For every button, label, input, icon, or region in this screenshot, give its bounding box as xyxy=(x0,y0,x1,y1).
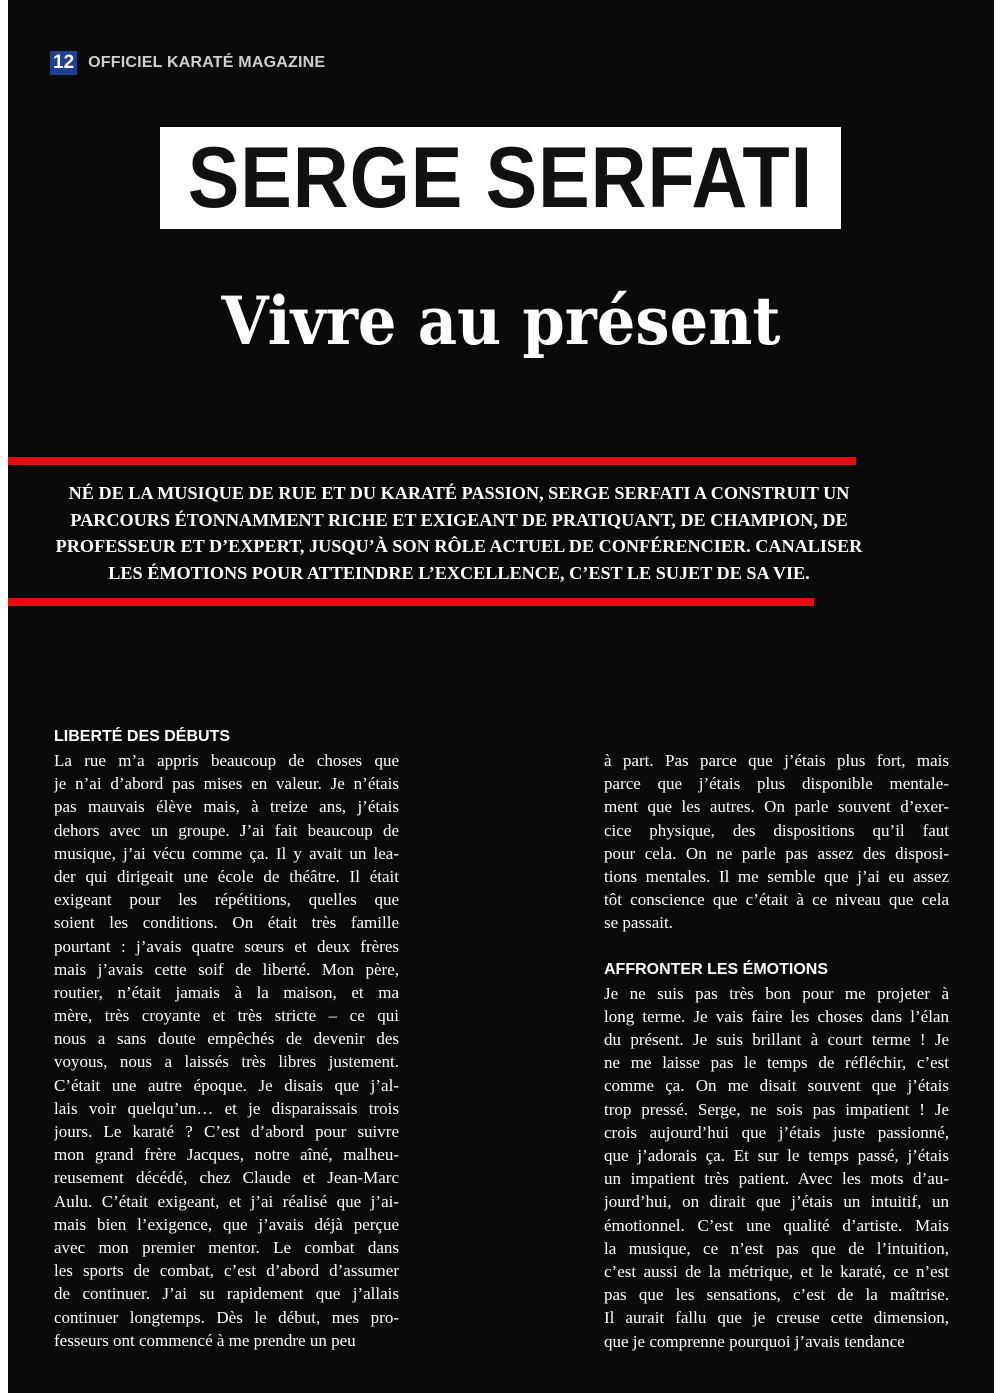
intro-paragraph xyxy=(50,480,868,586)
text-line: les sports de combat, c’est d’abord d’assumer xyxy=(54,1261,399,1281)
text-line: Je ne suis pas très bon pour me projeter à xyxy=(604,983,949,1003)
text-line: nous a sans doute empêchés de devenir des xyxy=(54,1029,399,1049)
text-line: c’est aussi de la métrique, et le karaté, ce n’est xyxy=(604,1261,949,1281)
article-subtitle: Vivre au présent xyxy=(221,282,781,360)
text-line: fesseurs ont commencé à me prendre un peu xyxy=(54,1330,356,1350)
text-line: exigeant pour les répétitions, quelles que xyxy=(54,890,399,910)
text-line: mais j’avais cette soif de liberté. Mon père, xyxy=(54,959,399,979)
text-line: que j’adorais ça. Et sur le temps passé, j’étais xyxy=(604,1146,949,1165)
text-line: C’était une autre époque. Je disais que j’al- xyxy=(54,1075,399,1095)
text-line: jours. Le karaté ? C’est d’abord pour suivre xyxy=(54,1122,399,1141)
text-line: jourd’hui, on dirait que j’étais un intuitif, un xyxy=(604,1192,949,1212)
intro-line: PARCOURS ÉTONNAMMENT RICHE ET EXIGEANT DE PRATIQUANT, DE CHAMPION, DE xyxy=(70,509,848,530)
text-line: routier, n’était jamais à la maison, et ma xyxy=(54,982,399,1002)
text-line: dehors avec un groupe. J’ai fait beaucoup de xyxy=(54,820,399,840)
page-number: 12 xyxy=(50,51,77,75)
intro-line: NÉ DE LA MUSIQUE DE RUE ET DU KARATÉ PASSION, SERGE SERFATI A CONSTRUIT UN xyxy=(68,483,850,503)
left-column xyxy=(54,725,399,1352)
text-line: pourtant : j’avais quatre sœurs et deux frères xyxy=(54,936,399,956)
text-line: continuer longtemps. Dès le début, mes pro- xyxy=(54,1307,399,1327)
title-box xyxy=(160,127,841,229)
text-line: du présent. Je suis brillant à court terme ! Je xyxy=(604,1030,949,1050)
text-line: soient les conditions. On était très famille xyxy=(54,913,399,933)
magazine-page xyxy=(8,0,994,1393)
text-line: musique, j’ai vécu comme ça. Il y avait un lea- xyxy=(54,843,399,863)
text-line: la musique, ce n’est pas que de l’intuition, xyxy=(604,1238,949,1258)
text-line: ment que les autres. On parle souvent d’exer- xyxy=(604,797,949,817)
page-header xyxy=(50,50,325,76)
text-line: Aulu. C’était exigeant, et j’ai réalisé que j’ai- xyxy=(54,1191,399,1211)
text-line: mon grand frère Jacques, notre aîné, malheu- xyxy=(54,1145,399,1165)
text-line: que je comprenne pourquoi j’avais tendance xyxy=(604,1331,905,1351)
text-line: ne me laisse pas le temps de réfléchir, c’est xyxy=(604,1053,949,1073)
text-line: parce que j’étais plus disponible mentale- xyxy=(604,774,949,794)
magazine-title: OFFICIEL KARATÉ MAGAZINE xyxy=(88,54,326,71)
top-divider xyxy=(8,457,856,465)
text-line: de continuer. J’ai su rapidement que j’allais xyxy=(54,1284,399,1304)
text-line: cice physique, des dispositions qu’il faut xyxy=(604,820,949,840)
text-line: lais voir quelqu’un… et je disparaissais trois xyxy=(54,1098,399,1118)
bottom-divider xyxy=(8,598,814,606)
text-line: émotionnel. C’est une qualité d’artiste. Mais xyxy=(604,1215,949,1235)
right-column xyxy=(604,749,949,1353)
text-line: avec mon premier mentor. Le combat dans xyxy=(54,1237,399,1257)
text-line: pas mauvais élève mais, à treize ans, j’étais xyxy=(54,797,399,817)
text-line: un impatient très patient. Avec les mots d’au- xyxy=(604,1169,949,1189)
text-line: pas que les sensations, c’est de la maîtrise. xyxy=(604,1285,949,1305)
section-heading: LIBERTÉ DES DÉBUTS xyxy=(54,728,231,745)
text-line: comme ça. On me disait souvent que j’étais xyxy=(604,1076,949,1096)
text-line: tions mentales. Il me semble que j’ai eu assez xyxy=(604,866,949,886)
text-line: reusement décédé, chez Claude et Jean-Marc xyxy=(54,1168,399,1188)
text-line: je n’ai d’abord pas mises en valeur. Je n’étais xyxy=(54,774,399,794)
text-line: mère, très croyante et très stricte – ce qui xyxy=(54,1006,399,1026)
text-line: voyous, nous a laissés très libres justement. xyxy=(54,1052,399,1072)
text-line: pour cela. On ne parle pas assez des disposi- xyxy=(604,843,949,863)
text-line: se passait. xyxy=(604,913,673,933)
text-line: crois aujourd’hui que j’étais juste passionné, xyxy=(604,1122,949,1142)
paragraph-gap xyxy=(604,935,949,958)
text-line: Il aurait fallu que je creuse cette dimension, xyxy=(604,1308,949,1328)
intro-line: PROFESSEUR ET D’EXPERT, JUSQU’À SON RÔLE ACTUEL DE CONFÉRENCIER. CANALISER xyxy=(55,536,863,557)
text-line: long terme. Je vais faire les choses dans l’élan xyxy=(604,1006,949,1026)
text-line: tôt conscience que c’était à ce niveau que cela xyxy=(604,890,949,910)
text-line: trop pressé. Serge, ne sois pas impatient ! Je xyxy=(604,1099,949,1119)
section-heading: AFFRONTER LES ÉMOTIONS xyxy=(604,960,828,978)
text-line: à part. Pas parce que j’étais plus fort, mais xyxy=(604,751,949,770)
text-line: mais bien l’exigence, que j’avais déjà perçue xyxy=(54,1214,399,1234)
text-line: der qui dirigeait une école de théâtre. Il était xyxy=(54,866,399,886)
text-line: La rue m’a appris beaucoup de choses que xyxy=(54,751,399,770)
intro-line: LES ÉMOTIONS POUR ATTEINDRE L’EXCELLENCE, C’EST LE SUJET DE SA VIE. xyxy=(108,562,810,583)
article-title: SERGE SERFATI xyxy=(187,129,814,226)
